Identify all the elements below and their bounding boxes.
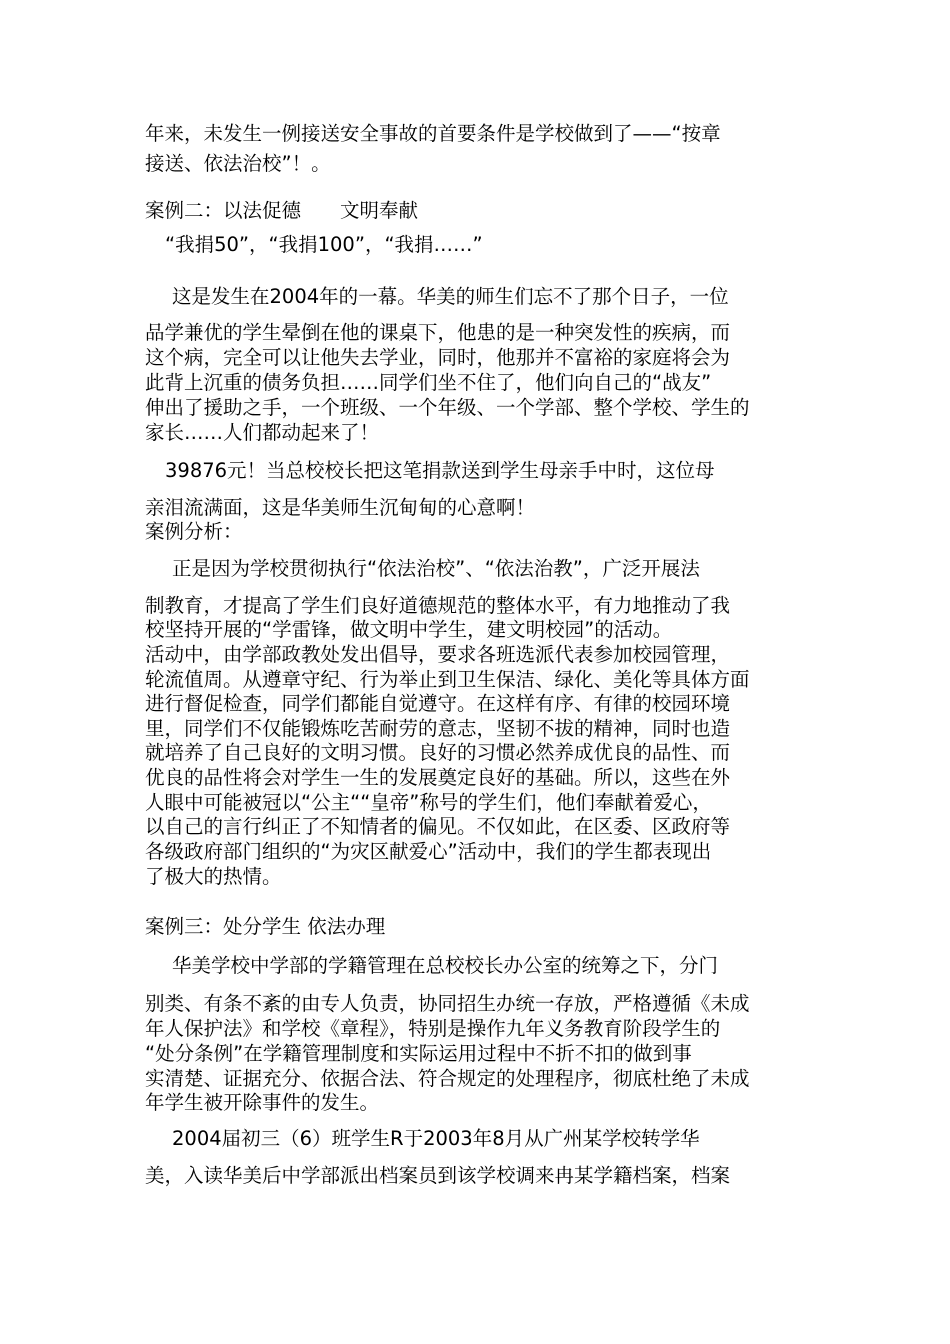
text-line: 就培养了自己良好的文明习惯。良好的习惯必然养成优良的品性、而 <box>145 741 731 764</box>
text-line: 进行督促检查，同学们都能自觉遵守。在这样有序、有律的校园环境 <box>145 692 731 715</box>
text-line: 以自己的言行纠正了不知情者的偏见。不仅如此，在区委、区政府等 <box>145 815 731 838</box>
text-line: 实清楚、证据充分、依据合法、符合规定的处理程序，彻底杜绝了未成 <box>145 1067 750 1090</box>
text-line: 亲泪流满面，这是华美师生沉甸甸的心意啊！ <box>145 496 536 519</box>
section-heading-case-3: 案例三：处分学生 依法办理 <box>145 915 386 938</box>
text-line: 接送、依法治校”！。 <box>145 152 331 175</box>
paragraph-start: 正是因为学校贯彻执行“依法治校”、“依法治教”，广泛开展法 <box>172 557 700 580</box>
text-line: 这个病，完全可以让他失去学业，同时，他那并不富裕的家庭将会为 <box>145 346 731 369</box>
text-line: 各级政府部门组织的“为灾区献爱心”活动中，我们的学生都表现出 <box>145 840 712 863</box>
text-line: 制教育，才提高了学生们良好道德规范的整体水平，有力地推动了我 <box>145 594 731 617</box>
text-line: 别类、有条不紊的由专人负责，协同招生办统一存放，严格遵循《未成 <box>145 992 750 1015</box>
paragraph-start: 2004届初三（6）班学生R于2003年8月从广州某学校转学华 <box>172 1127 700 1150</box>
text-line: “我捐50”，“我捐100”，“我捐……” <box>165 233 483 256</box>
text-line: 校坚持开展的“学雷锋，做文明中学生，建文明校园”的活动。 <box>145 618 673 641</box>
text-line: 品学兼优的学生晕倒在他的课桌下，他患的是一种突发性的疾病，而 <box>145 321 731 344</box>
section-heading-analysis: 案例分析： <box>145 520 243 543</box>
section-heading-case-2: 案例二：以法促德 文明奉献 <box>145 199 419 222</box>
text-line: 了极大的热情。 <box>145 865 282 888</box>
text-line: 年来，未发生一例接送安全事故的首要条件是学校做到了——“按章 <box>145 122 721 145</box>
text-line: 优良的品性将会对学生一生的发展奠定良好的基础。所以，这些在外 <box>145 766 731 789</box>
text-line: 轮流值周。从遵章守纪、行为举止到卫生保洁、绿化、美化等具体方面 <box>145 668 750 691</box>
text-line: 人眼中可能被冠以“公主““皇帝”称号的学生们，他们奉献着爱心， <box>145 791 712 814</box>
text-line: 里，同学们不仅能锻炼吃苦耐劳的意志，坚韧不拔的精神，同时也造 <box>145 717 731 740</box>
text-line: “处分条例”在学籍管理制度和实际运用过程中不折不扣的做到事 <box>145 1042 692 1065</box>
paragraph-start: 39876元！当总校校长把这笔捐款送到学生母亲手中时，这位母 <box>165 459 715 482</box>
text-line: 年学生被开除事件的发生。 <box>145 1091 380 1114</box>
text-line: 伸出了援助之手，一个班级、一个年级、一个学部、整个学校、学生的 <box>145 396 750 419</box>
text-line: 家长……人们都动起来了！ <box>145 421 380 444</box>
text-line: 此背上沉重的债务负担……同学们坐不住了，他们向自己的“战友” <box>145 371 712 394</box>
paragraph-start: 华美学校中学部的学籍管理在总校校长办公室的统筹之下，分门 <box>172 954 719 977</box>
text-line: 活动中，由学部政教处发出倡导，要求各班选派代表参加校园管理， <box>145 643 731 666</box>
paragraph-start: 这是发生在2004年的一幕。华美的师生们忘不了那个日子，一位 <box>172 285 729 308</box>
text-line: 美，入读华美后中学部派出档案员到该学校调来冉某学籍档案，档案 <box>145 1164 731 1187</box>
text-line: 年人保护法》和学校《章程》，特别是操作九年义务教育阶段学生的 <box>145 1017 721 1040</box>
